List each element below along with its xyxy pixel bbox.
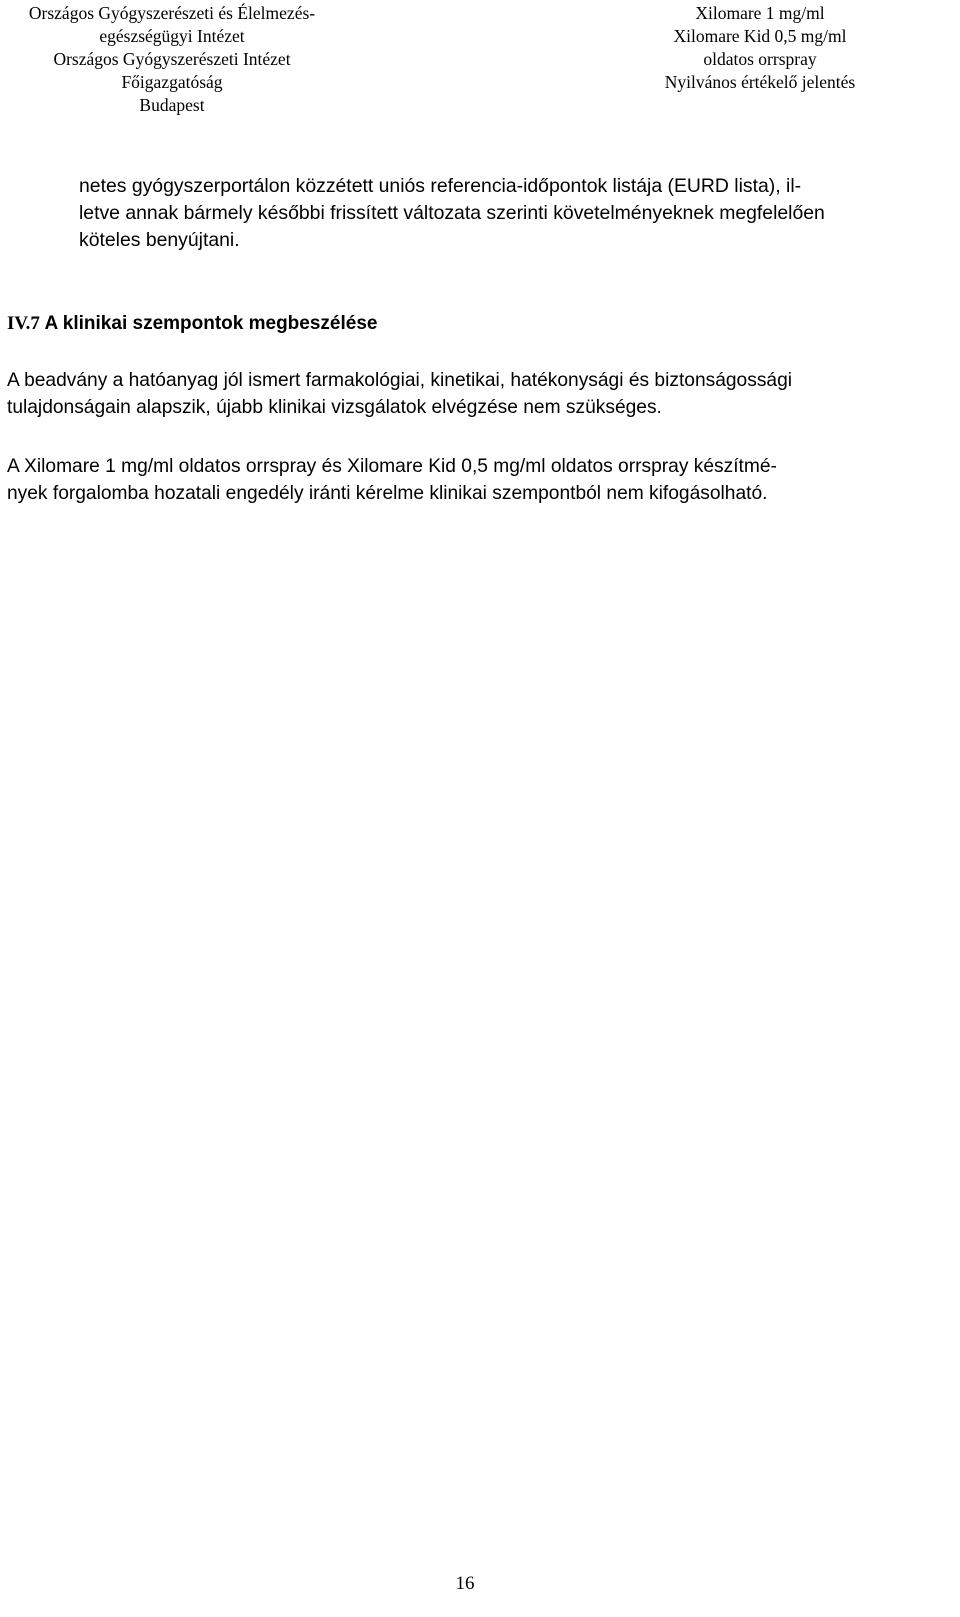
header-institution-line: Főigazgatóság <box>121 72 223 92</box>
paragraph-line: netes gyógyszerportálon közzétett uniós referencia-időpontok listája (EURD lista), il- <box>79 175 802 197</box>
body-paragraph <box>7 453 937 507</box>
continuation-paragraph <box>79 173 927 254</box>
paragraph-line: A beadvány a hatóanyag jól ismert farmakológiai, kinetikai, hatékonysági és biztonságossági <box>7 370 793 391</box>
header-product-line: Xilomare 1 mg/ml <box>695 3 825 23</box>
header-institution <box>6 2 406 117</box>
paragraph-line: letve annak bármely későbbi frissített változata szerinti követelményeknek megfelelően <box>79 202 825 224</box>
header-product-line: oldatos orrspray <box>703 49 817 69</box>
header-product-line: Xilomare Kid 0,5 mg/ml <box>673 26 847 46</box>
paragraph-line: nyek forgalomba hozatali engedély iránti kérelme klinikai szempontból nem kifogásolható. <box>7 483 768 504</box>
header-product-line: Nyilvános értékelő jelentés <box>664 72 856 92</box>
header-institution-line: Országos Gyógyszerészeti és Élelmezés- <box>28 3 316 23</box>
page-number: 16 <box>455 1573 475 1594</box>
paragraph-line: A Xilomare 1 mg/ml oldatos orrspray és Xilomare Kid 0,5 mg/ml oldatos orrspray készítmé- <box>7 456 777 477</box>
section-title: A klinikai szempontok megbeszélése <box>44 313 378 334</box>
header-product <box>610 2 910 94</box>
section-number: IV.7 <box>7 313 40 334</box>
header-institution-line: Országos Gyógyszerészeti Intézet <box>53 49 291 69</box>
header-institution-line: Budapest <box>139 95 205 115</box>
body-paragraph <box>7 367 937 421</box>
paragraph-line: tulajdonságain alapszik, újabb klinikai vizsgálatok elvégzése nem szükséges. <box>7 397 662 418</box>
header-institution-line: egészségügyi Intézet <box>99 26 245 46</box>
paragraph-line: köteles benyújtani. <box>79 229 240 251</box>
section-heading <box>7 313 377 335</box>
